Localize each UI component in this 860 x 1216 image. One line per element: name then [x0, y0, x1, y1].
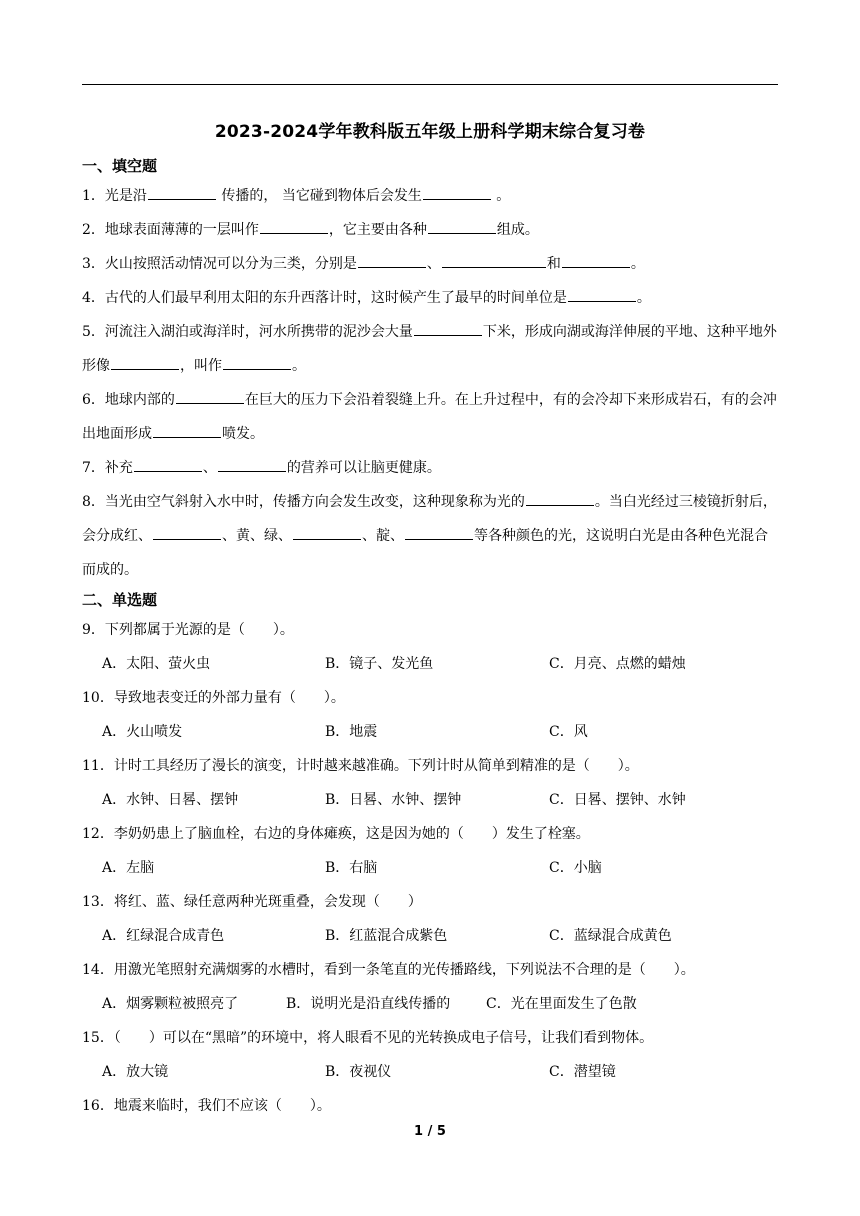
answer-blank [526, 491, 594, 506]
answer-blank [405, 525, 473, 540]
answer-blank [358, 253, 426, 268]
question-13: 13．将红、蓝、绿任意两种光斑重叠，会发现（ ） [82, 894, 422, 910]
answer-blank [218, 457, 286, 472]
question-10: 10．导致地表变迁的外部力量有（ ）。 [82, 690, 345, 706]
options-15 [82, 1055, 780, 1089]
option-c: C．月亮、点燃的蜡烛 [549, 656, 686, 672]
answer-blank [260, 219, 328, 234]
option-b: B．夜视仪 [325, 1064, 392, 1080]
option-c: C．日晷、摆钟、水钟 [549, 792, 686, 808]
option-a: A．太阳、萤火虫 [102, 656, 211, 672]
question-16: 16．地震来临时，我们不应该（ ）。 [82, 1098, 331, 1114]
question-11: 11．计时工具经历了漫长的演变，计时越来越准确。下列计时从简单到精准的是（ ）。 [82, 758, 639, 774]
answer-blank [568, 287, 636, 302]
answer-blank [442, 253, 546, 268]
options-9 [82, 647, 780, 681]
header-rule [82, 84, 778, 85]
page-title: 2023-2024学年教科版五年级上册科学期末综合复习卷 [214, 122, 646, 142]
answer-blank [111, 355, 179, 370]
answer-blank [428, 219, 496, 234]
option-b: B．地震 [325, 724, 378, 740]
question-1: 1．光是沿 传播的， 当它碰到物体后会发生 。 [82, 179, 780, 213]
answer-blank [562, 253, 630, 268]
answer-blank [148, 185, 216, 200]
answer-blank [153, 423, 221, 438]
option-c: C．风 [549, 724, 588, 740]
options-10 [82, 715, 780, 749]
question-content [82, 153, 780, 1123]
options-12 [82, 851, 780, 885]
option-a: A．水钟、日晷、摆钟 [102, 792, 239, 808]
page-number: 1 / 5 [414, 1124, 446, 1139]
option-a: A．红绿混合成青色 [102, 928, 225, 944]
question-7: 7．补充 、 的营养可以让脑更健康。 [82, 451, 780, 485]
answer-blank [153, 525, 221, 540]
question-14: 14．用激光笔照射充满烟雾的水槽时，看到一条笔直的光传播路线，下列说法不合理的是（ ）。 [82, 962, 695, 978]
option-c: C．光在里面发生了色散 [486, 996, 637, 1012]
answer-blank [176, 389, 244, 404]
option-a: A．火山喷发 [102, 724, 183, 740]
answer-blank [423, 185, 491, 200]
question-8: 8．当光由空气斜射入水中时，传播方向会发生改变，这种现象称为光的 。当白光经过三棱镜折射后，会分成红、 、黄、绿、 、靛、 等各种颜色的光，这说明白光是由各种色光混合而成的。 [82, 485, 780, 587]
question-3: 3．火山按照活动情况可以分为三类，分别是 、 和 。 [82, 247, 780, 281]
answer-blank [414, 321, 482, 336]
option-c: C．小脑 [549, 860, 602, 876]
option-c: C．潜望镜 [549, 1064, 616, 1080]
question-15: 15．（ ）可以在“黑暗”的环境中，将人眼看不见的光转换成电子信号，让我们看到物体。 [82, 1030, 654, 1046]
option-a: A．放大镜 [102, 1064, 169, 1080]
option-b: B．红蓝混合成紫色 [325, 928, 448, 944]
options-13 [82, 919, 780, 953]
option-a: A．烟雾颗粒被照亮了 [102, 996, 239, 1012]
option-b: B．说明光是沿直线传播的 [286, 996, 451, 1012]
question-6: 6．地球内部的 在巨大的压力下会沿着裂缝上升。在上升过程中，有的会冷却下来形成岩石，有的会冲出地面形成 喷发。 [82, 383, 780, 451]
option-b: B．镜子、发光鱼 [325, 656, 434, 672]
answer-blank [134, 457, 202, 472]
options-14 [82, 987, 780, 1021]
section-heading-fill: 一、填空题 [82, 157, 158, 175]
option-a: A．左脑 [102, 860, 155, 876]
answer-blank [293, 525, 361, 540]
options-11 [82, 783, 780, 817]
question-4: 4．古代的人们最早利用太阳的东升西落计时，这时候产生了最早的时间单位是 。 [82, 281, 780, 315]
option-c: C．蓝绿混合成黄色 [549, 928, 672, 944]
question-12: 12．李奶奶患上了脑血栓，右边的身体瘫痪，这是因为她的（ ）发生了栓塞。 [82, 826, 590, 842]
answer-blank [223, 355, 291, 370]
option-b: B．右脑 [325, 860, 378, 876]
section-heading-choice: 二、单选题 [82, 591, 158, 609]
question-5: 5．河流注入湖泊或海洋时，河水所携带的泥沙会大量 下米，形成向湖或海洋伸展的平地、这种平地外形像 ，叫作 。 [82, 315, 780, 383]
question-9: 9．下列都属于光源的是（ ）。 [82, 622, 294, 638]
question-2: 2．地球表面薄薄的一层叫作 ，它主要由各种 组成。 [82, 213, 780, 247]
option-b: B．日晷、水钟、摆钟 [325, 792, 462, 808]
